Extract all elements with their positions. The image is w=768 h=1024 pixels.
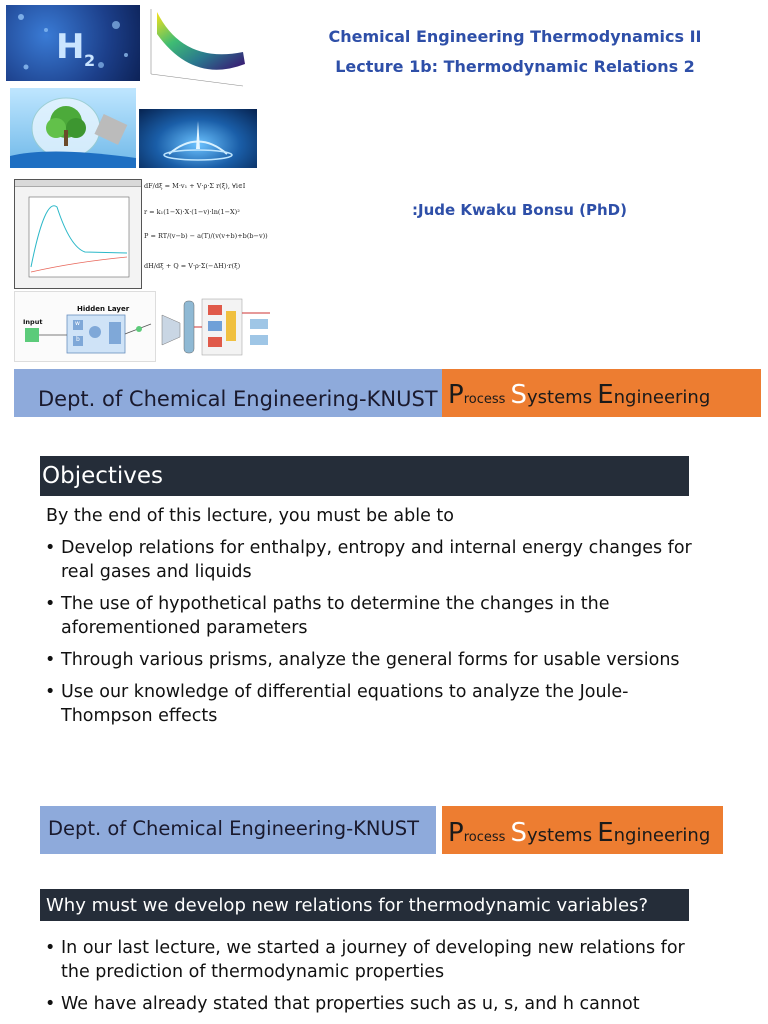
temperature-profile-window-image [14, 179, 142, 289]
pse-p: P [448, 380, 464, 410]
list-item: • In our last lecture, we started a journey of developing new relations for the prediction of thermodynamic properties [45, 936, 715, 984]
slide2-heading-text: Why must we develop new relations for thermodynamic variables? [46, 894, 649, 916]
equations-image [140, 176, 280, 284]
lightbulb-tree-image [10, 88, 136, 168]
svg-text:dH/dξ + Q = V·ρ·Σ(−ΔH)·r(ξ): dH/dξ + Q = V·ρ·Σ(−ΔH)·r(ξ) [144, 262, 241, 270]
pse-e: E [597, 380, 614, 410]
dept-banner-2 [40, 806, 436, 854]
nn-hidden-layer-label: Hidden Layer [77, 305, 130, 313]
list-item: • Use our knowledge of differential equations to analyze the Joule-Thompson effects [45, 680, 715, 728]
course-title: Chemical Engineering Thermodynamics II [328, 27, 702, 46]
dept-label: Dept. of Chemical Engineering-KNUST [38, 387, 438, 411]
pse-p-2: P [448, 818, 464, 848]
lecture-title: Lecture 1b: Thermodynamic Relations 2 [335, 57, 695, 76]
h2-subscript: 2 [84, 51, 96, 70]
pse-ngineering: ngineering [613, 387, 711, 408]
surface-plot-image [143, 4, 249, 94]
pse-ystems-2: ystems [527, 825, 593, 846]
objectives-heading-text: Objectives [42, 463, 164, 489]
pse-ystems: ystems [527, 387, 593, 408]
dept-label-2: Dept. of Chemical Engineering-KNUST [48, 816, 420, 840]
nn-input-label: Input [23, 318, 43, 326]
nn-b-label: b [76, 336, 80, 343]
author-name: :Jude Kwaku Bonsu (PhD) [412, 201, 627, 219]
h2-bubbles-image [6, 5, 140, 81]
nn-w-label: w [75, 320, 80, 327]
pse-rocess: rocess [463, 392, 506, 407]
neural-network-image [14, 291, 156, 362]
slide2-list [45, 936, 715, 1024]
list-item: • Develop relations for enthalpy, entropy and internal energy changes for real gases and liquids [45, 536, 715, 584]
pse-s: S [510, 380, 528, 410]
pse-s-2: S [510, 818, 528, 848]
list-item: • Through various prisms, analyze the general forms for usable versions [45, 648, 715, 672]
objectives-intro: By the end of this lecture, you must be able to [46, 506, 454, 526]
water-splash-image [139, 109, 257, 168]
list-item: • We have already stated that properties such as u, s, and h cannot [45, 992, 715, 1016]
objectives-heading [40, 456, 689, 496]
h2-label: H [56, 27, 85, 67]
pse-e-2: E [597, 818, 614, 848]
svg-text:dF/dξ = M·v₁ + V·ρ·Σ r(ξ), ∀i∈: dF/dξ = M·v₁ + V·ρ·Σ r(ξ), ∀i∈I [144, 182, 246, 190]
objectives-list [45, 536, 715, 736]
svg-text:P = RT/(v−b) − a(T)/(v(v+b)+b(: P = RT/(v−b) − a(T)/(v(v+b)+b(b−v)) [144, 232, 268, 240]
pse-banner-2 [442, 806, 723, 854]
pse-rocess-2: rocess [463, 830, 506, 845]
dept-banner [14, 369, 442, 417]
pse-banner [442, 369, 761, 417]
svg-text:r = k₁(1−X)·X·(1−v)·ln(1−X)²: r = k₁(1−X)·X·(1−v)·ln(1−X)² [144, 208, 240, 216]
slide2-heading [40, 889, 689, 921]
pse-ngineering-2: ngineering [613, 825, 711, 846]
list-item: • The use of hypothetical paths to determine the changes in the aforementioned parameters [45, 592, 715, 640]
process-flowsheet-image [158, 293, 276, 360]
